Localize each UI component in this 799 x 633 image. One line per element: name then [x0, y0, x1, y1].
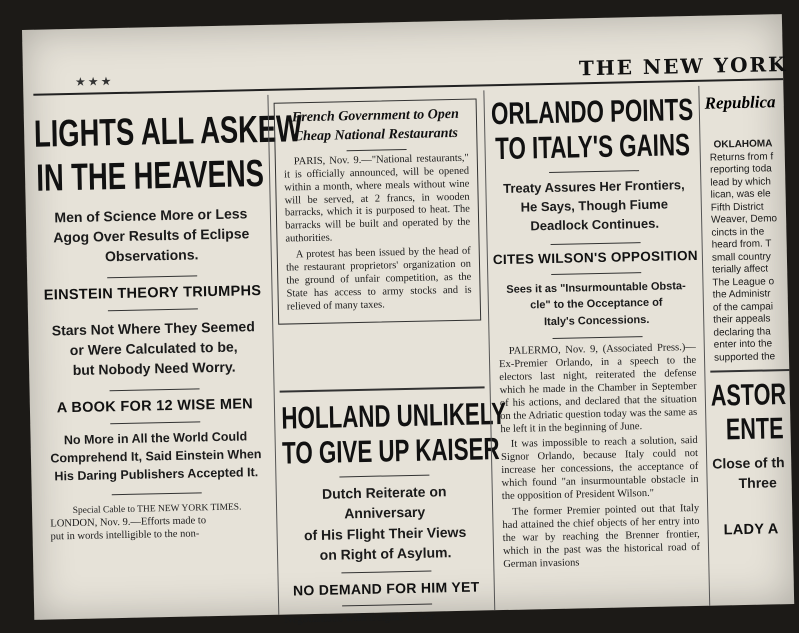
orlando-body — [495, 342, 705, 572]
orlando-paragraph: It was impossible to reach a solution, said Signor Orlando, because Italy could not increase her concessions, the acceptance of which found "an insurmountable obstacle in the opposition of President Wilson." — [500, 435, 699, 503]
republican-headline: Republica — [704, 92, 776, 113]
divider — [112, 492, 202, 495]
column-eclipse — [33, 95, 303, 620]
republican-body-line: small country — [711, 250, 771, 264]
column-republican — [704, 84, 794, 606]
holland-headline-line2: TO GIVE UP KAISER — [281, 430, 500, 471]
divider — [342, 604, 432, 607]
divider — [346, 149, 406, 151]
holland-deck-line: on Right of Asylum. — [319, 544, 452, 563]
orlando-deck-line: Deadlock Continues. — [530, 215, 660, 234]
eclipse-body-line: put in words intelligible to the non- — [50, 528, 200, 543]
orlando-deck-line: Treaty Assures Her Frontiers, — [502, 177, 685, 197]
stars-deck-line: or Were Calculated to be, — [69, 338, 238, 359]
restaurants-paragraph: PARIS, Nov. 9.—"National restaurants," it is officially announced, will be opened within a month, where meals without wine will be served, at 2 francs, in wooden barracks, which it is purposed to heat. The barracks will be built and operated by the authorities. — [283, 152, 471, 245]
restaurants-headline-line2: Cheap National Restaurants — [293, 125, 458, 145]
holland-block — [280, 386, 507, 627]
republican-body-line: declaring tha — [713, 325, 771, 339]
holland-deck-line: Dutch Reiterate on Anniversary — [321, 483, 447, 522]
astor-deck-line: Three — [738, 474, 777, 492]
restaurants-box — [274, 98, 482, 324]
orlando-headline-line1: ORLANDO POINTS — [490, 91, 694, 132]
divider — [110, 421, 200, 424]
holland-headline-line1: HOLLAND UNLIKELY — [281, 395, 507, 436]
comprehend-deck-line: No More in All the World Could — [63, 428, 248, 447]
divider — [339, 475, 429, 478]
republican-body-line: lican, was ele — [710, 188, 771, 201]
obstacle-deck-line: cle" to the Occeptance of — [530, 296, 663, 312]
divider — [549, 170, 639, 173]
orlando-paragraph: The former Premier pointed out that Italy had attained the chief objects of her entry into the war by reaching the Brenner frontier, which in the past was the historical road of German invasions — [502, 502, 701, 570]
wilson-subhead: CITES WILSON'S OPPOSITION — [492, 247, 699, 267]
masthead-stars: ★★★ — [74, 74, 114, 89]
column-orlando — [489, 86, 705, 610]
orlando-paragraph: PALERMO, Nov. 9, (Associated Press.)—Ex-Premier Orlando, in a speech to the electors last night, reiterated the defense which he made in the Chamber in September of his actions, and declared that the situation on the Adriatic question today was the same as he left it in the beginning of June. — [498, 342, 698, 435]
eclipse-deck-line: Observations. — [104, 246, 199, 265]
republican-body-line: Fifth District — [710, 201, 764, 214]
stars-deck — [38, 316, 269, 382]
republican-body — [706, 151, 789, 365]
republican-body-line: cincts in the — [711, 226, 765, 239]
divider — [551, 272, 641, 275]
newspaper-page — [22, 14, 794, 626]
republican-body-line: supported the — [713, 350, 776, 364]
eclipse-deck — [36, 203, 267, 269]
republican-body-line: lead by which — [710, 175, 772, 189]
republican-body-line: The League o — [712, 275, 775, 289]
republican-body-line: Weaver, Demo — [711, 213, 778, 226]
column-restaurants-holland — [273, 90, 507, 626]
divider — [552, 336, 642, 339]
eclipse-dateline: LONDON, Nov. 9.—Efforts made to — [50, 515, 207, 530]
republican-body-line: heard from. T — [711, 238, 772, 251]
comprehend-deck — [40, 426, 271, 485]
divider — [341, 571, 431, 574]
holland-deck — [282, 480, 489, 565]
einstein-subhead: EINSTEIN THEORY TRIUMPHS — [43, 282, 262, 304]
astor-headline-line1: ASTOR — [710, 378, 787, 413]
astor-headline-line2: ENTE — [725, 411, 784, 446]
restaurants-paragraph: A protest has been issued by the head of the restaurant proprietors' organization on the ground of unfair competition, as the State has access to army stocks and is relieved of many taxes. — [285, 245, 472, 313]
restaurants-body — [284, 152, 472, 314]
book-subhead: A BOOK FOR 12 WISE MEN — [56, 395, 254, 416]
comprehend-deck-line: His Daring Publishers Accepted It. — [54, 464, 259, 484]
republican-body-line: terially affect — [712, 263, 769, 276]
obstacle-deck — [493, 278, 699, 332]
obstacle-deck-line: Italy's Concessions. — [543, 313, 650, 328]
eclipse-deck-line: Men of Science More or Less — [54, 205, 248, 226]
masthead-title: THE NEW YORK — [578, 51, 788, 81]
republican-body-line: of the campai — [712, 300, 774, 314]
republican-body-line: the Administr — [712, 288, 771, 301]
holland-subhead: NO DEMAND FOR HIM YET — [292, 578, 480, 599]
divider — [110, 388, 200, 391]
astor-deck-line: Close of th — [712, 454, 785, 472]
divider — [108, 308, 198, 311]
republican-body-line: Returns from f — [709, 150, 774, 164]
restaurants-headline-line1: French Government to Open — [291, 106, 459, 126]
divider — [550, 242, 640, 245]
orlando-deck-line: He Says, Though Fiume — [520, 196, 669, 215]
eclipse-headline-line1: LIGHTS ALL ASKEW — [33, 108, 303, 156]
republican-body-line: their appeals — [713, 313, 771, 326]
republican-body-line: enter into the — [713, 338, 773, 351]
obstacle-deck-line: Sees it as "Insurmountable Obsta- — [506, 279, 686, 296]
comprehend-deck-line: Comprehend It, Said Einstein When — [50, 446, 262, 466]
orlando-deck — [491, 176, 697, 237]
astor-subhead: LADY A — [723, 520, 779, 539]
orlando-headline-line2: TO ITALY'S GAINS — [494, 126, 691, 166]
stars-deck-line: but Nobody Need Worry. — [72, 358, 236, 379]
oklahoma-line: OKLAHOMA — [713, 138, 773, 151]
astor-block — [710, 369, 792, 538]
holland-deck-line: of His Flight Their Views — [303, 523, 467, 543]
stars-deck-line: Stars Not Where They Seemed — [51, 317, 255, 339]
holland-body-start: Negotiations with Belgium Over — [284, 610, 436, 626]
republican-body-line: reporting toda — [709, 163, 772, 176]
eclipse-headline-line2: IN THE HEAVENS — [35, 152, 265, 200]
divider — [107, 275, 197, 278]
eclipse-deck-line: Agog Over Results of Eclipse — [53, 225, 250, 246]
special-cable-line: Special Cable to THE NEW YORK TIMES. — [72, 502, 242, 516]
